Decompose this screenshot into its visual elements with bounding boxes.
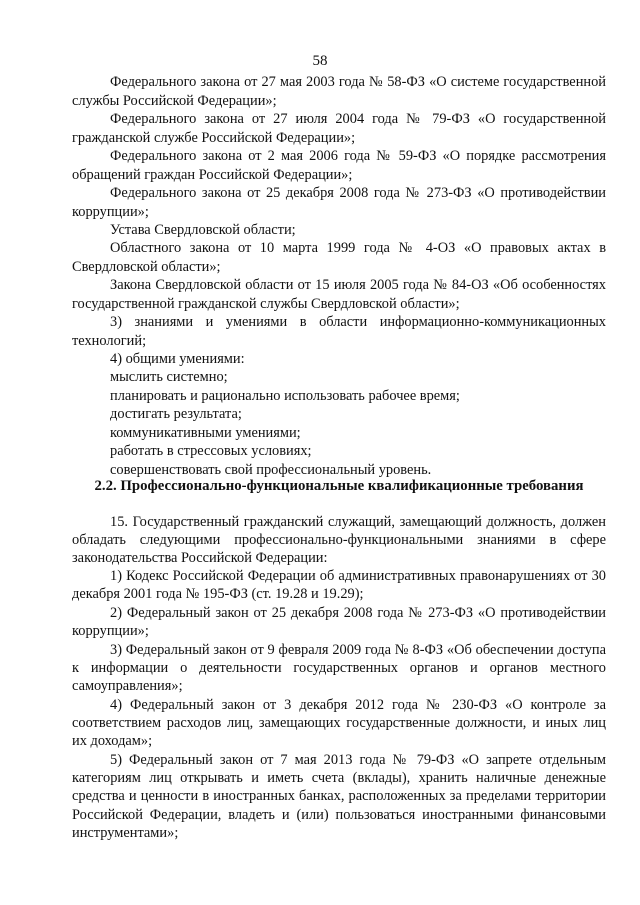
skill-line: совершенствовать свой профессиональный уровень. <box>110 462 432 478</box>
law-list-item: 3) Федеральный закон от 9 февраля 2009 года № 8-ФЗ «Об обеспечении доступа к информации о деятельности государственных органов и органов местного самоуправления»; <box>72 642 606 695</box>
skill-line: мыслить системно; <box>110 369 228 385</box>
law-list-item: 2) Федеральный закон от 25 декабря 2008 года № 273-ФЗ «О противодействии коррупции»; <box>72 605 606 640</box>
law-paragraph: Федерального закона от 2 мая 2006 года № 59-ФЗ «О порядке рассмотрения обращений граждан Российской Федерации»; <box>72 148 606 183</box>
law-list-item: 4) Федеральный закон от 3 декабря 2012 года № 230-ФЗ «О контроле за соответствием расходов лиц, замещающих государственные должности, и иных лиц их доходам»; <box>72 697 606 750</box>
law-paragraph: Федерального закона от 27 июля 2004 года № 79-ФЗ «О государственной гражданской службе Российской Федерации»; <box>72 111 606 146</box>
skill-line: планировать и рационально использовать рабочее время; <box>110 388 460 404</box>
skills-item-3: 3) знаниями и умениями в области информационно-коммуникационных технологий; <box>72 314 606 349</box>
clause-15: 15. Государственный гражданский служащий, замещающий должность, должен обладать следующими профессионально-функциональными знаниями в сфере законодательства Российской Федерации: <box>72 514 606 567</box>
law-list-item: 1) Кодекс Российской Федерации об административных правонарушениях от 30 декабря 2001 года № 195-ФЗ (ст. 19.28 и 19.29); <box>72 568 606 603</box>
section-heading: 2.2. Профессионально-функциональные квалификационные требования <box>94 478 584 494</box>
law-list-item: 5) Федеральный закон от 7 мая 2013 года № 79-ФЗ «О запрете отдельным категориям лиц открывать и иметь счета (вклады), хранить наличные денежные средства и ценности в иностранных банках, расположенных за пределами территории Российской Федерации, владеть и (или) пользоваться иностранными финансовыми инструментами»; <box>72 752 606 841</box>
law-paragraph: Областного закона от 10 марта 1999 года № 4-ОЗ «О правовых актах в Свердловской области»; <box>72 240 606 275</box>
law-paragraph: Устава Свердловской области; <box>110 222 296 238</box>
skill-line: коммуникативными умениями; <box>110 425 301 441</box>
law-paragraph: Федерального закона от 25 декабря 2008 года № 273-ФЗ «О противодействии коррупции»; <box>72 185 606 220</box>
law-paragraph: Федерального закона от 27 мая 2003 года № 58-ФЗ «О системе государственной службы Российской Федерации»; <box>72 74 606 109</box>
page-number: 58 <box>312 53 328 69</box>
skills-item-4: 4) общими умениями: <box>110 351 245 367</box>
law-paragraph: Закона Свердловской области от 15 июля 2005 года № 84-ОЗ «Об особенностях государственной гражданской службы Свердловской области»; <box>72 277 606 312</box>
skill-line: работать в стрессовых условиях; <box>110 443 312 459</box>
skill-line: достигать результата; <box>110 406 242 422</box>
